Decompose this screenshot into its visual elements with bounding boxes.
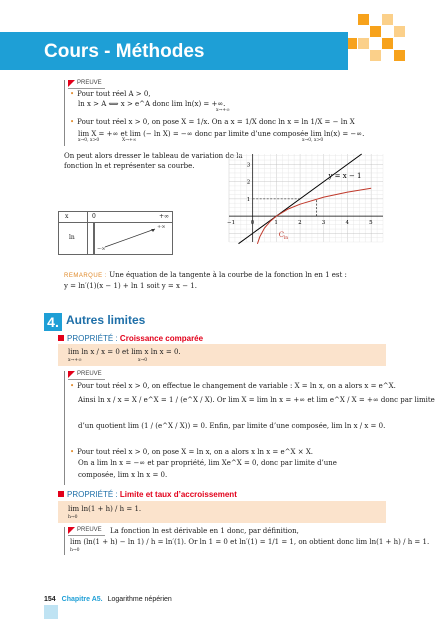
proof-line: lim (ln(1 + h) − ln 1) / h = ln′(1). Or ln 1 = 0 et ln′(1) = 1/1 = 1, on obtient donc lim ln(1 + h) / h = 1. xyxy=(70,538,430,546)
intro-line: On peut alors dresser le tableau de variation de la xyxy=(64,152,243,160)
proof-line: • Pour tout réel x > 0, on effectue le changement de variable : X = ln x, on a alors x = e^X. xyxy=(70,382,396,390)
proof-line: • Pour tout réel x > 0, on pose X = 1/x. On a x = 1/X donc ln x = ln 1/X = − ln X xyxy=(70,118,355,126)
x-tick-label: −1 xyxy=(227,220,236,227)
page-footer xyxy=(44,596,172,605)
deco-square xyxy=(394,50,405,61)
proof-block-1 xyxy=(64,80,384,146)
limit-subscript: x→+∞ xyxy=(216,108,230,113)
proof-tag: PREUVE xyxy=(68,527,105,536)
property-box xyxy=(58,344,386,366)
proof-line: La fonction ln est dérivable en 1 donc, par définition, xyxy=(110,527,299,535)
section-number: 4. xyxy=(44,313,62,331)
proof-tag: PREUVE xyxy=(68,371,105,380)
table-x-end: +∞ xyxy=(159,213,170,220)
proof-block-3 xyxy=(64,527,430,555)
limit-subscript: x→0 xyxy=(138,358,148,363)
proof-line: composée, lim x ln x = 0. xyxy=(78,471,168,479)
table-arrow xyxy=(59,212,172,254)
property-box xyxy=(58,501,386,523)
remarque-key: REMARQUE : xyxy=(64,273,108,279)
property-label: PROPRIÉTÉ : Limite et taux d’accroissement xyxy=(58,490,237,500)
curve-label: C xyxy=(278,230,285,239)
deco-square xyxy=(382,14,393,25)
x-tick-label: 4 xyxy=(345,220,349,227)
line-label: y = x − 1 xyxy=(328,172,362,181)
proof-line: • Pour tout réel x > 0, on pose X = ln x, on a alors x ln x = e^X × X. xyxy=(70,448,314,456)
limit-subscript: x→0, x>0 xyxy=(78,138,100,143)
page-title: Cours - Méthodes xyxy=(44,41,205,62)
chapter-title: Logarithme népérien xyxy=(107,596,172,603)
table-bottom-value: −∞ xyxy=(97,246,106,252)
proof-line: lim X = +∞ et lim (− ln X) = −∞ donc par limite d’une composée lim ln(x) = −∞. xyxy=(78,130,365,138)
y-tick-label: 3 xyxy=(246,162,251,169)
y-tick-label: 2 xyxy=(246,179,251,186)
table-x-label: x xyxy=(65,213,69,220)
proof-line: On a lim ln x = −∞ et par propriété, lim Xe^X = 0, donc par limite d’une xyxy=(78,459,337,467)
x-tick-label: 3 xyxy=(321,220,326,227)
proof-tag: PREUVE xyxy=(68,80,105,89)
page-header xyxy=(0,14,435,66)
page-number: 154 xyxy=(44,596,56,603)
variation-table xyxy=(58,211,173,255)
property-text: lim ln x / x = 0 et lim x ln x = 0. xyxy=(68,348,181,356)
table-f-label: ln xyxy=(69,234,75,241)
deco-square xyxy=(370,50,381,61)
ln-graph xyxy=(221,148,389,248)
x-tick-label: 1 xyxy=(274,220,278,227)
remarque-formula: y = ln′(1)(x − 1) + ln 1 soit y = x − 1. xyxy=(64,282,197,290)
deco-square xyxy=(358,14,369,25)
proof-line: d’un quotient lim (1 / (e^X / X)) = 0. Enfin, par limite d’une composée, lim ln x / x = 0. xyxy=(78,422,386,430)
proof-line: ln x > A ⟺ x > e^A donc lim ln(x) = +∞. xyxy=(78,100,226,108)
deco-square xyxy=(370,26,381,37)
property-label: PROPRIÉTÉ : Croissance comparée xyxy=(58,334,203,344)
limit-subscript: X→+∞ xyxy=(122,138,137,143)
intro-line: fonction ln et représenter sa courbe. xyxy=(64,162,195,170)
limit-subscript: x→+∞ xyxy=(68,358,82,363)
footer-band xyxy=(44,605,58,619)
x-tick-label: 2 xyxy=(298,220,302,227)
remarque-line: REMARQUE : Une équation de la tangente à la courbe de la fonction ln en 1 est : xyxy=(64,271,347,279)
proof-block-2 xyxy=(64,371,435,485)
deco-square xyxy=(394,26,405,37)
chapter-label: Chapitre A5. xyxy=(61,596,103,603)
curve-label-sub: ln xyxy=(283,235,289,241)
deco-square xyxy=(382,38,393,49)
section-title: Autres limites xyxy=(66,313,146,327)
deco-square xyxy=(358,38,369,49)
x-tick-label: 5 xyxy=(369,220,373,227)
y-tick-label: 1 xyxy=(246,196,251,203)
limit-subscript: h→0 xyxy=(70,548,80,553)
proof-line: Ainsi ln x / x = X / e^X = 1 / (e^X / X). Or lim X = lim ln x = +∞ et lim e^X / X = +∞ donc par limite xyxy=(78,396,435,404)
table-x-start: 0 xyxy=(92,213,96,220)
limit-subscript: x→0, x>0 xyxy=(302,138,324,143)
property-text: lim ln(1 + h) / h = 1. xyxy=(68,505,142,513)
x-tick-label: 0 xyxy=(250,220,255,227)
limit-subscript: h→0 xyxy=(68,515,78,520)
table-top-value: +∞ xyxy=(157,224,166,230)
proof-line: • Pour tout réel A > 0, xyxy=(70,90,151,98)
